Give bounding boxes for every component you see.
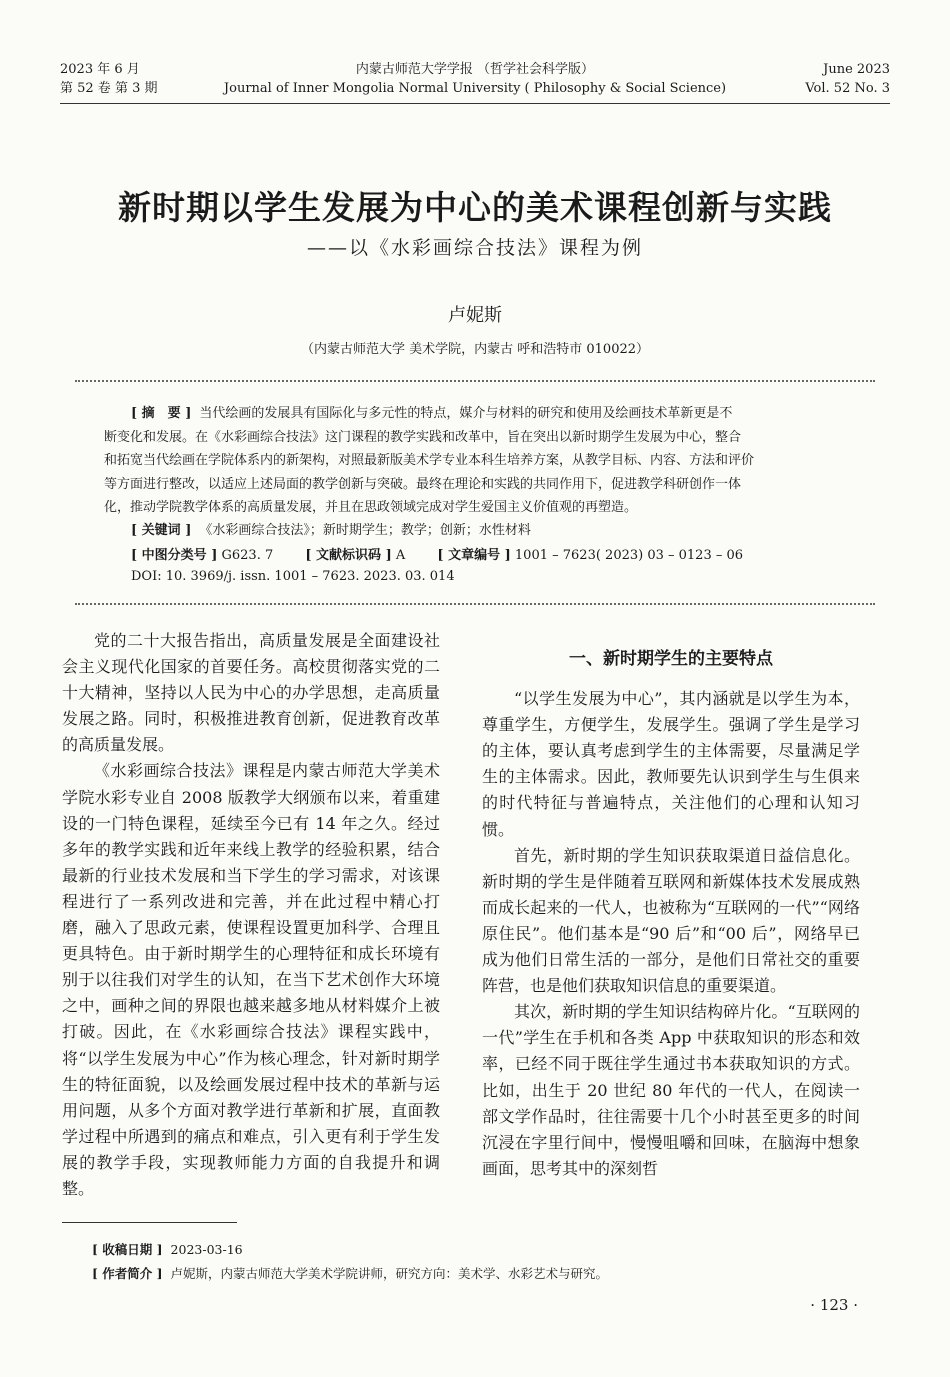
section-heading: 一、新时期学生的主要特点 — [569, 649, 773, 669]
author-affiliation: （内蒙古师范大学 美术学院，内蒙古 呼和浩特市 010022） — [300, 342, 650, 357]
journal-name-cn: 内蒙古师范大学学报 （哲学社会科学版） — [355, 62, 595, 77]
abstract-bottom-divider — [75, 603, 875, 605]
header-date-en: June 2023 — [823, 62, 890, 77]
footnote-received: [ 收稿日期 ] 2023-03-16 — [92, 1242, 243, 1257]
footnote-rule — [62, 1222, 237, 1223]
abstract-line: 断变化和发展。在《水彩画综合技法》这门课程的教学实践和改革中，旨在突出以新时期学生发展为中心，整合 — [104, 429, 742, 445]
abstract-line: 和拓宽当代绘画在学院体系内的新架构，对照最新版美术学专业本科生培养方案，从教学目标、内容、方法和评价 — [104, 453, 755, 468]
page-number: · 123 · — [810, 1296, 858, 1314]
paper-title: 新时期以学生发展为中心的美术课程创新与实践 — [118, 188, 832, 227]
body-paragraph: 《水彩画综合技法》课程是内蒙古师范大学美术学院水彩专业自 2008 版教学大纲颁布以来，着重建设的一门特色课程，延续至今已有 14 年之久。经过多年的教学实践和近年来线上教学的经验积累，结合最新的行业技术发展和当下学生的学习需求，对该课程进行了一系列改进和完善，并在此过程中精心打磨，融入了思政元素，使课程设置更加科学、合理且更具特色。由于新时期学生的心理特征和成长环境有别于以往我们对学生的认知，在当下艺术创作大环境之中，画种之间的界限也越来越多地从材料媒介上被打破。因此，在《水彩画综合技法》课程实践中，将“以学生发展为中心”作为核心理念，针对新时期学生的特征面貌，以及绘画发展过程中技术的革新与运用问题，从多个方面对教学进行革新和扩展，直面教学过程中所遇到的痛点和难点，引入更有利于学生发展的教学手段，实现教师能力方面的自我提升和调整。 — [62, 761, 440, 1198]
author-name: 卢妮斯 — [448, 305, 502, 326]
abstract-line: 化，推动学院教学体系的高质量发展，并且在思政领域完成对学生爱国主义价值观的再塑造。 — [104, 500, 638, 515]
body-paragraph: 首先，新时期的学生知识获取渠道日益信息化。新时期的学生是伴随着互联网和新媒体技术发展成熟而成长起来的一代人，也被称为“互联网的一代”“网络原住民”。他们基本是“90 后”和“00 后”，网络早已成为他们日常生活的一部分，是他们日常社交的重要阵营，也是他们获取知识信息的重要渠道。 — [482, 845, 860, 996]
journal-name-en: Journal of Inner Mongolia Normal University ( Philosophy & Social Science) — [223, 81, 727, 96]
header-volume: 第 52 卷 第 3 期 — [60, 81, 158, 96]
doi: DOI: 10. 3969/j. issn. 1001 – 7623. 2023. 03. 014 — [131, 569, 455, 584]
abstract — [104, 402, 832, 520]
abstract-label: [ 摘 要 ] — [131, 406, 192, 421]
body-paragraph: “以学生发展为中心”，其内涵就是以学生为本，尊重学生，方便学生，发展学生。强调了学生是学习的主体，要认真考虑到学生的主体需要，尽量满足学生的主体需求。因此，教师要先认识到学生与生俱来的时代特征与普遍特点，关注他们的心理和认知习惯。 — [482, 689, 860, 839]
abstract-top-divider — [75, 380, 875, 382]
header-volume-en: Vol. 52 No. 3 — [805, 81, 890, 96]
abstract-line: [ 摘 要 ] 当代绘画的发展具有国际化与多元性的特点，媒介与材料的研究和使用及绘画技术革新更是不 — [131, 406, 733, 421]
footnote-author-bio: [ 作者简介 ] 卢妮斯，内蒙古师范大学美术学院讲师，研究方向：美术学、水彩艺术与研究。 — [92, 1266, 609, 1281]
running-header-right — [805, 60, 890, 98]
article-number: [ 文章编号 ] 1001 – 7623( 2023) 03 – 0123 – 06 — [437, 548, 744, 563]
abstract-line: 等方面进行整改，以适应上述局面的教学创新与突破。最终在理论和实践的共同作用下，促进教学科研创作一体 — [104, 476, 742, 492]
keywords-label: [ 关键词 ] — [131, 523, 192, 538]
keywords-text: 《水彩画综合技法》；新时期学生；教学；创新；水性材料 — [199, 523, 531, 538]
document-code: [ 文献标识码 ] A — [305, 548, 406, 563]
clc-code: [ 中图分类号 ] G623. 7 — [131, 548, 274, 563]
paper-subtitle: ——以《水彩画综合技法》课程为例 — [306, 237, 643, 259]
body-right-column — [482, 628, 860, 1182]
body-paragraph: 党的二十大报告指出，高质量发展是全面建设社会主义现代化国家的首要任务。高校贯彻落实党的二十大精神，坚持以人民为中心的办学思想，走高质量发展之路。同时，积极推进教育创新，促进教育改革的高质量发展。 — [62, 631, 440, 755]
keywords — [131, 519, 531, 538]
header-date: 2023 年 6 月 — [60, 62, 140, 77]
classification — [131, 544, 771, 563]
header-rule — [60, 103, 890, 104]
body-paragraph: 其次，新时期的学生知识结构碎片化。“互联网的一代”学生在手机和各类 App 中获取知识的形态和效率，已经不同于既往学生通过书本获取知识的方式。比如，出生于 20 世纪 80 年代的一代人，在阅读一部文学作品时，往往需要十几个小时甚至更多的时间沉浸在字里行间中，慢慢咀嚼和回味，在脑海中想象画面，思考其中的深刻哲 — [482, 1002, 860, 1178]
body-left-column — [62, 628, 440, 1202]
